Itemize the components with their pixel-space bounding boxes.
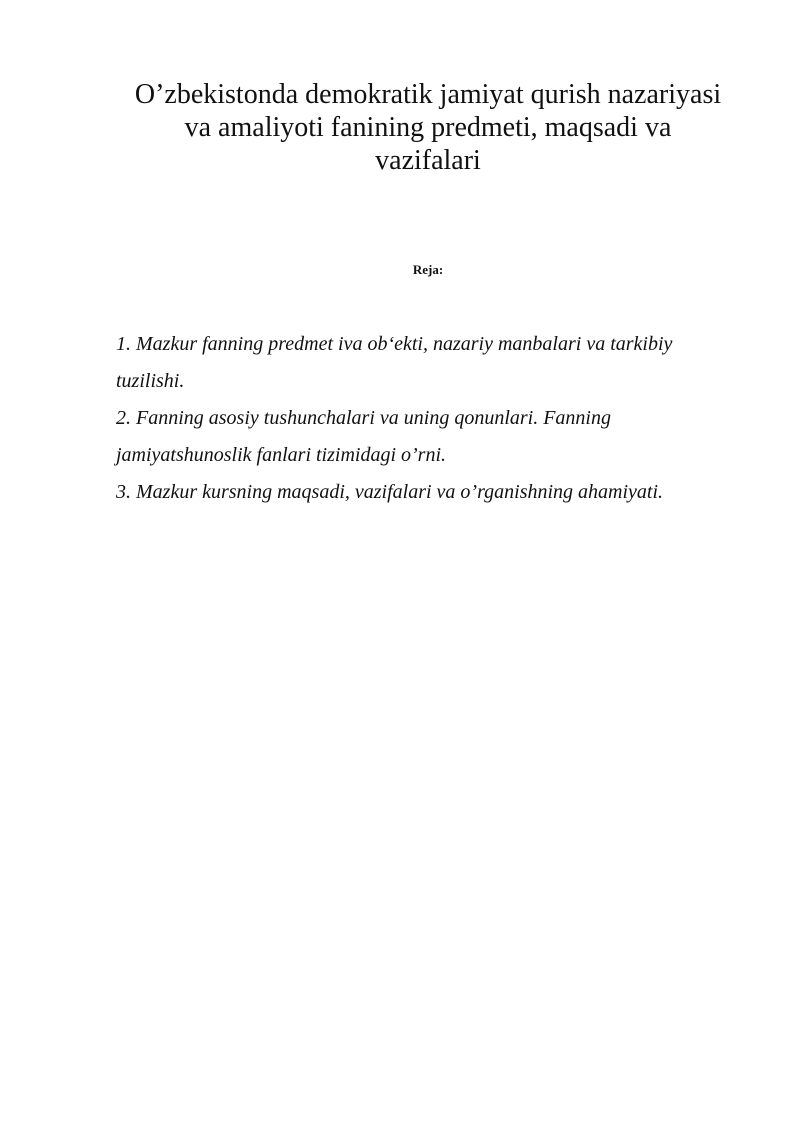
plan-item-line: 3. Mazkur kursning maqsadi, vazifalari va o’rganishning ahamiyati. bbox=[116, 481, 664, 503]
plan-item-line: jamiyatshunoslik fanlari tizimidagi o’rni. bbox=[116, 444, 447, 466]
plan-item-line: tuzilishi. bbox=[116, 370, 185, 392]
plan-item bbox=[116, 326, 756, 400]
plan-item bbox=[116, 474, 756, 511]
plan-item-line: 2. Fanning asosiy tushunchalari va uning qonunlari. Fanning bbox=[116, 407, 611, 429]
document-title bbox=[100, 78, 756, 177]
plan-list bbox=[116, 326, 756, 511]
title-line: va amaliyoti fanining predmeti, maqsadi va bbox=[184, 112, 672, 143]
plan-item bbox=[116, 400, 756, 474]
title-line: vazifalari bbox=[375, 145, 481, 176]
title-line: O’zbekistonda demokratik jamiyat qurish nazariyasi bbox=[134, 79, 722, 110]
plan-heading: Reja: bbox=[412, 262, 444, 277]
plan-item-line: 1. Mazkur fanning predmet iva ob‘ekti, nazariy manbalari va tarkibiy bbox=[116, 333, 673, 355]
